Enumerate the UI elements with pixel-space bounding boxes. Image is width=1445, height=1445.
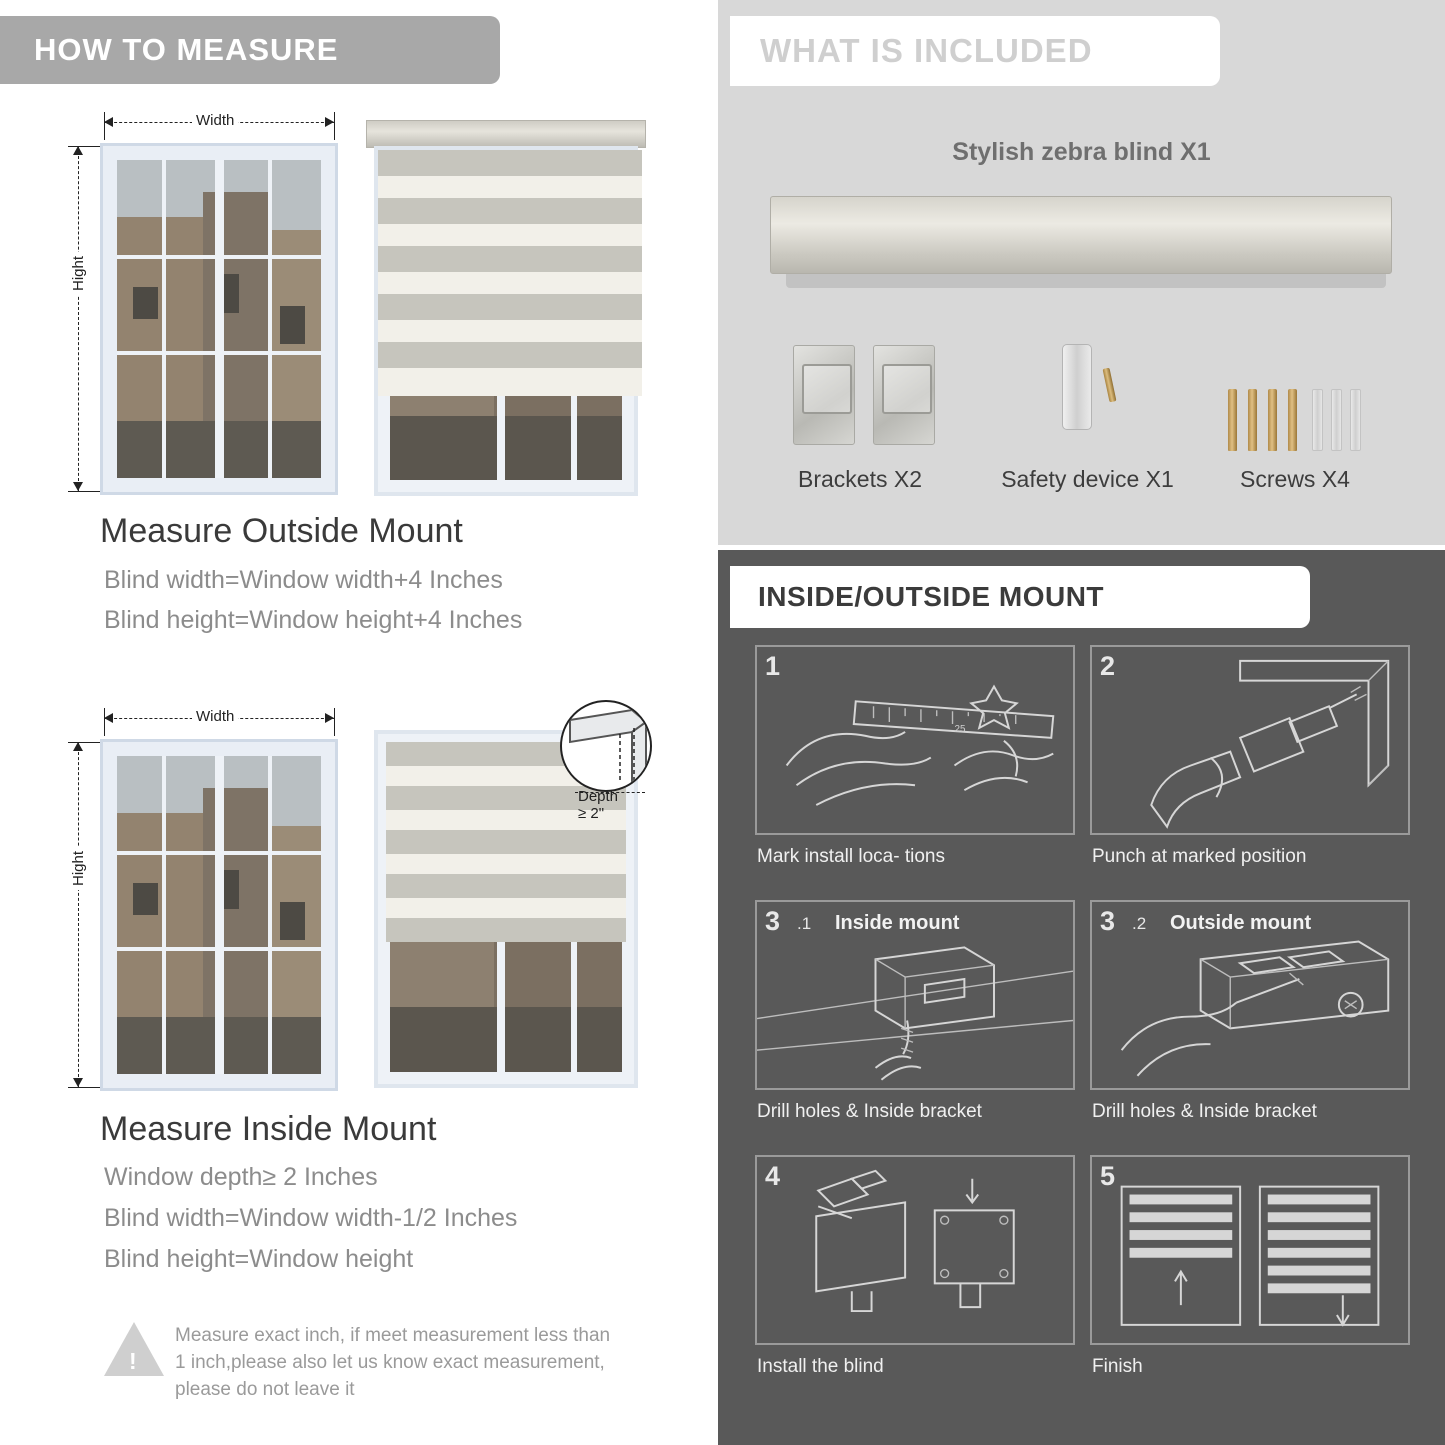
inside-height-arrow-down — [73, 1078, 83, 1087]
outside-width-arrow-left — [104, 117, 113, 127]
svg-text:25: 25 — [954, 723, 966, 735]
outside-width-arrow-right — [325, 117, 334, 127]
outside-height-tick-bottom — [68, 491, 104, 492]
inside-mount-line-3: Blind height=Window height — [104, 1245, 414, 1273]
step-1-caption: Mark install loca- tions — [757, 846, 945, 867]
inside-width-arrow-left — [104, 713, 113, 723]
step-3-2-sub-number: .2 — [1132, 914, 1147, 933]
what-is-included-title: WHAT IS INCLUDED — [760, 32, 1093, 69]
inside-height-dim-line — [78, 742, 79, 1087]
brackets-label: Brackets X2 — [798, 466, 922, 492]
screw-3 — [1268, 389, 1277, 451]
step-4-panel — [755, 1155, 1075, 1345]
inside-width-arrow-right — [325, 713, 334, 723]
outside-mount-line-2: Blind height=Window height+4 Inches — [104, 606, 523, 634]
inside-mount-heading: Measure Inside Mount — [100, 1110, 437, 1148]
outside-blind-headrail — [366, 120, 646, 148]
outside-height-dim-line — [78, 146, 79, 491]
screws-label: Screws X4 — [1240, 466, 1350, 492]
step-3-1-sub-number: .1 — [797, 914, 812, 933]
step-3-2-sketch — [1092, 902, 1408, 1090]
step-2-number: 2 — [1100, 651, 1116, 681]
inside-outside-mount-title: INSIDE/OUTSIDE MOUNT — [758, 581, 1105, 612]
screw-1 — [1228, 389, 1237, 451]
step-4-sketch — [757, 1157, 1073, 1345]
inside-height-arrow-up — [73, 742, 83, 751]
outside-height-label: Hight — [70, 252, 87, 295]
step-3-2-caption: Drill holes & Inside bracket — [1092, 1101, 1317, 1122]
step-3-1-title: Inside mount — [835, 912, 960, 934]
outside-height-arrow-down — [73, 482, 83, 491]
outside-height-arrow-up — [73, 146, 83, 155]
step-5-number: 5 — [1100, 1161, 1116, 1191]
outside-width-tick-right — [334, 112, 335, 140]
warning-exclamation-icon: ! — [129, 1348, 137, 1374]
step-3-1-caption: Drill holes & Inside bracket — [757, 1101, 982, 1122]
step-5-sketch — [1092, 1157, 1408, 1345]
inside-plain-window — [100, 739, 338, 1091]
outside-blind-window — [374, 146, 638, 496]
inside-height-tick-top — [68, 742, 104, 743]
safety-device-part — [1062, 344, 1092, 430]
step-5-caption: Finish — [1092, 1356, 1143, 1377]
wall-anchor-1 — [1312, 389, 1323, 451]
inside-width-tick-left — [104, 708, 105, 736]
what-is-included-banner — [730, 16, 1220, 86]
outside-mount-heading: Measure Outside Mount — [100, 512, 463, 550]
step-2-sketch — [1092, 647, 1408, 835]
inside-mount-line-2: Blind width=Window width-1/2 Inches — [104, 1204, 518, 1232]
step-2-caption: Punch at marked position — [1092, 846, 1307, 867]
step-1-panel — [755, 645, 1075, 835]
step-4-number: 4 — [765, 1161, 781, 1191]
inside-width-label: Width — [192, 708, 238, 725]
bracket-part-2 — [873, 345, 935, 445]
how-to-measure-title: HOW TO MEASURE — [34, 32, 339, 67]
measure-note-text: Measure exact inch, if meet measurement less than 1 inch,please also let us know exact measurement, please do not leave it — [175, 1325, 611, 1400]
bracket-part-1 — [793, 345, 855, 445]
step-3-1-panel — [755, 900, 1075, 1090]
depth-label: Depth ≥ 2" — [578, 788, 619, 822]
outside-mount-line-1: Blind width=Window width+4 Inches — [104, 566, 503, 594]
depth-callout-circle — [560, 700, 652, 792]
step-4-caption: Install the blind — [757, 1356, 884, 1377]
step-3-2-panel — [1090, 900, 1410, 1090]
zebra-blind-product — [770, 196, 1392, 274]
inside-height-tick-bottom — [68, 1087, 104, 1088]
screw-4 — [1288, 389, 1297, 451]
step-5-panel — [1090, 1155, 1410, 1345]
outside-width-tick-left — [104, 112, 105, 140]
step-2-panel — [1090, 645, 1410, 835]
step-3-1-sketch — [757, 902, 1073, 1090]
wall-anchor-2 — [1331, 389, 1342, 451]
step-3-2-number: 3 — [1100, 906, 1116, 936]
outside-blind-shade — [378, 150, 642, 396]
safety-device-label: Safety device X1 — [1001, 466, 1174, 492]
zebra-blind-shadow — [786, 274, 1386, 288]
how-to-measure-section — [0, 0, 712, 1445]
included-main-item-label: Stylish zebra blind X1 — [952, 138, 1211, 166]
inside-outside-mount-banner — [730, 566, 1310, 628]
inside-height-label: Hight — [70, 847, 87, 890]
step-1-sketch — [757, 647, 1073, 835]
step-1-number: 1 — [765, 651, 781, 681]
screw-2 — [1248, 389, 1257, 451]
step-3-1-number: 3 — [765, 906, 781, 936]
inside-width-tick-right — [334, 708, 335, 736]
how-to-measure-banner — [0, 16, 500, 84]
outside-plain-window — [100, 143, 338, 495]
depth-callout-sketch — [562, 702, 652, 792]
inside-mount-line-1: Window depth≥ 2 Inches — [104, 1163, 378, 1191]
step-3-2-title: Outside mount — [1170, 912, 1312, 934]
outside-width-label: Width — [192, 112, 238, 129]
wall-anchor-3 — [1350, 389, 1361, 451]
outside-height-tick-top — [68, 146, 104, 147]
